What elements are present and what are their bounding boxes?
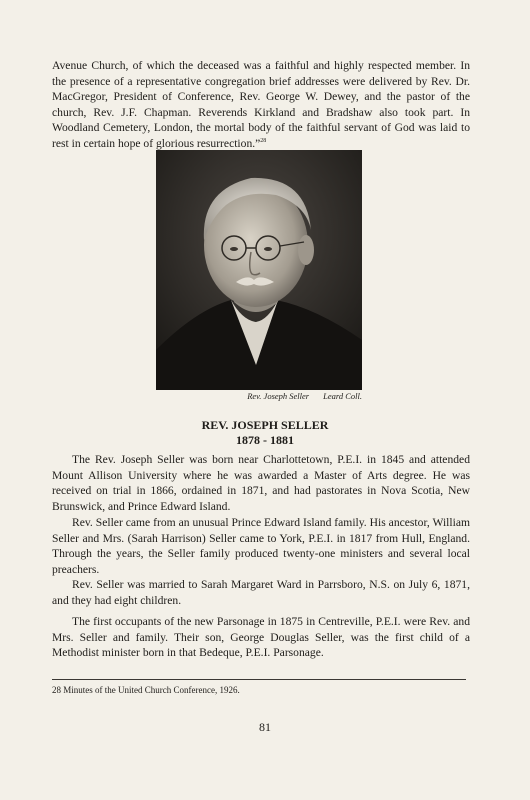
opening-paragraph: Avenue Church, of which the deceased was a faithful and highly respected member. In the presence of a representative congregation brief addresses were delivered by Rev. Dr. MacGregor, President of Conference, Rev. George W. Dewey, and the pastor of the church, Rev. J.F. Chapman. Reverends Kirkland and Bradshaw also took part. In Woodland Cemetery, London, the mortal body of the faithful servant of God was laid to rest in certain hope of glorious resurrection.”$^{28}$ — [52, 59, 470, 150]
page-number: 81 — [259, 720, 271, 734]
body-paragraph: The Rev. Joseph Seller was born near Charlottetown, P.E.I. in 1845 and attended Mount Allison University where he was awarded a Master of Arts degree. He was received on trial in 1866, ordained in 1871, and had pastorates in Nova Scotia, New Brunswick, and Prince Edward Island. — [52, 453, 470, 513]
body-paragraph: The first occupants of the new Parsonage in 1875 in Centreville, P.E.I. were Rev. and Mrs. Seller and family. Their son, George Douglas Seller, was the first child of a Methodist minister born in that Bedeque, P.E.I. Parsonage. — [52, 615, 470, 660]
footnote-reference: 28 — [260, 137, 267, 144]
section-years: 1878 - 1881 — [236, 433, 294, 447]
footnote-divider — [52, 679, 466, 680]
portrait-photo — [156, 150, 362, 390]
section-title: REV. JOSEPH SELLER — [201, 418, 329, 432]
portrait-image — [156, 150, 362, 390]
caption-name: Rev. Joseph Seller — [247, 391, 310, 401]
body-paragraph: Rev. Seller came from an unusual Prince Edward Island family. His ancestor, William Seller and Mrs. (Sarah Harrison) Seller came to York, P.E.I. in 1817 from Hull, England. Through the years, the Seller family produced twenty-one ministers and several local preachers. — [52, 516, 470, 576]
photo-caption — [156, 391, 362, 401]
body-paragraph: Rev. Seller was married to Sarah Margaret Ward in Parrsboro, N.S. on July 6, 1871, and they had eight children. — [52, 578, 470, 607]
footnote: 28 Minutes of the United Church Conference, 1926. — [52, 685, 240, 695]
caption-source: Leard Coll. — [323, 391, 362, 401]
